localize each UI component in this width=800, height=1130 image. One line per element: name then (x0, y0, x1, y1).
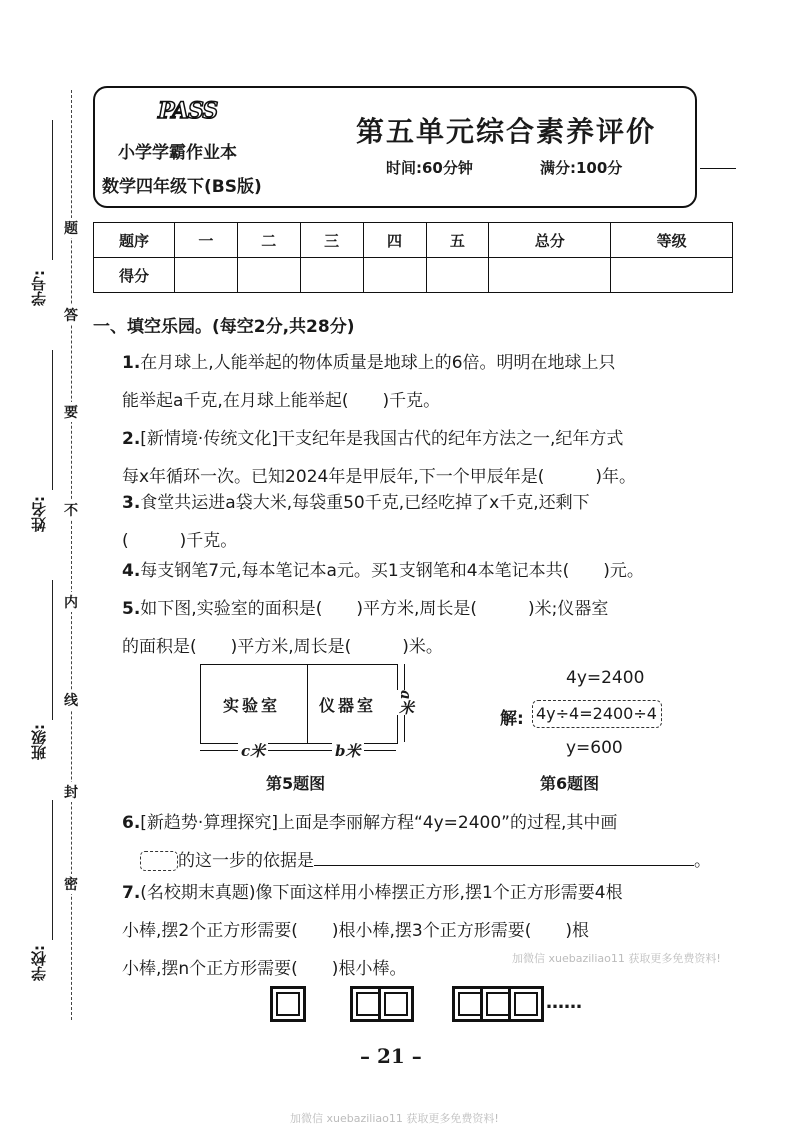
watermark: 加微信 xuebaziliao11 获取更多免费资料! (290, 1112, 499, 1125)
question-number: 5. (122, 599, 141, 619)
solve-label: 解: (500, 709, 524, 729)
seal-char: 密 (62, 874, 80, 894)
question-text: 能举起a千克,在月球上能举起( )千克。 (122, 391, 441, 411)
question-text: 如下图,实验室的面积是( )平方米,周长是( )米;仪器室 (140, 599, 609, 619)
table-header-cell: 题序 (94, 223, 175, 258)
dimension-b: b米 (332, 740, 364, 761)
question-1 (122, 344, 616, 420)
question-3 (122, 484, 590, 560)
section-heading: 一、填空乐园。(每空2分,共28分) (93, 317, 355, 337)
name-blank (52, 350, 53, 490)
table-row (94, 223, 733, 258)
score-cell[interactable] (175, 258, 238, 293)
question-text: 小棒,摆n个正方形需要( )根小棒。 (122, 959, 407, 979)
question-text: 每x年循环一次。已知2024年是甲辰年,下一个甲辰年是( )年。 (122, 467, 636, 487)
room-instrument-label: 仪器室 (319, 696, 377, 715)
table-row (94, 258, 733, 293)
dimension-c: c米 (238, 740, 268, 761)
full-score: 满分:100分 (540, 159, 623, 177)
student-id-blank (52, 120, 53, 260)
page-number: – 21 – (360, 1044, 422, 1068)
figure-5-rectangle (200, 664, 398, 744)
score-cell[interactable] (237, 258, 300, 293)
question-7 (122, 874, 623, 988)
equation-line-2: 4y÷4=2400÷4 (536, 704, 657, 723)
question-text: 在月球上,人能举起的物体质量是地球上的6倍。明明在地球上只 (140, 353, 616, 373)
table-header-cell: 五 (426, 223, 489, 258)
question-6 (122, 804, 711, 880)
seal-char: 线 (62, 690, 80, 710)
question-number: 4. (122, 561, 141, 581)
question-number: 2. (122, 429, 141, 449)
student-id-label: 学号: (30, 270, 48, 306)
page-title: 第五单元综合素养评价 (356, 115, 657, 148)
pass-logo: PASS (158, 98, 218, 124)
figure-6-caption: 第6题图 (540, 774, 600, 793)
score-cell[interactable] (300, 258, 363, 293)
question-number: 3. (122, 493, 141, 513)
figure-5-caption: 第5题图 (266, 774, 326, 793)
brand-name: 小学学霸作业本 (118, 143, 237, 163)
stick-square (270, 986, 306, 1022)
question-text: 小棒,摆2个正方形需要( )根小棒,摆3个正方形需要( )根 (122, 921, 589, 941)
seal-char: 题 (62, 218, 80, 238)
grade-label: 数学四年级下(BS版) (102, 177, 262, 197)
class-label: 班级: (30, 724, 48, 760)
seal-char: 答 (62, 305, 80, 325)
question-text: 每支钢笔7元,每本笔记本a元。买1支钢笔和4本笔记本共( )元。 (140, 561, 644, 581)
score-table (93, 222, 733, 293)
question-5 (122, 590, 608, 666)
table-header-cell: 一 (175, 223, 238, 258)
question-text: 。 (694, 851, 711, 871)
score-cell[interactable] (363, 258, 426, 293)
watermark: 加微信 xuebaziliao11 获取更多免费资料! (512, 952, 721, 965)
score-cell[interactable] (611, 258, 733, 293)
seal-char: 要 (62, 402, 80, 422)
time-limit: 时间:60分钟 (386, 159, 473, 177)
dashed-box-marker (140, 851, 178, 871)
table-row-label: 得分 (94, 258, 175, 293)
question-text: (名校期末真题)像下面这样用小棒摆正方形,摆1个正方形需要4根 (140, 883, 623, 903)
table-header-cell: 四 (363, 223, 426, 258)
answer-blank[interactable] (314, 843, 694, 866)
table-header-cell: 等级 (611, 223, 733, 258)
question-text: [新情境·传统文化]干支纪年是我国古代的纪年方法之一,纪年方式 (140, 429, 624, 449)
question-number: 1. (122, 353, 141, 373)
name-label: 姓名: (30, 496, 48, 532)
seal-char: 不 (62, 500, 80, 520)
question-text: 的这一步的依据是 (178, 851, 314, 871)
seal-char: 内 (62, 592, 80, 612)
room-lab-label: 实验室 (223, 696, 281, 715)
question-text: 食堂共运进a袋大米,每袋重50千克,已经吃掉了x千克,还剩下 (140, 493, 590, 513)
question-text: 的面积是( )平方米,周长是( )米。 (122, 637, 443, 657)
score-cell[interactable] (489, 258, 611, 293)
stick-square (378, 986, 414, 1022)
stick-square (508, 986, 544, 1022)
question-text: [新趋势·算理探究]上面是李丽解方程“4y=2400”的过程,其中画 (140, 813, 618, 833)
table-header-cell: 总分 (489, 223, 611, 258)
ellipsis: …… (546, 992, 582, 1013)
school-blank (52, 800, 53, 940)
school-label: 学校: (30, 945, 48, 981)
equation-line-1: 4y=2400 (566, 668, 645, 688)
question-text: ( )千克。 (122, 531, 238, 551)
corner-mark (700, 168, 736, 179)
table-header-cell: 三 (300, 223, 363, 258)
table-header-cell: 二 (237, 223, 300, 258)
dimension-a: a米 (397, 690, 415, 715)
equation-line-3: y=600 (566, 738, 623, 758)
score-cell[interactable] (426, 258, 489, 293)
question-4 (122, 552, 644, 590)
question-number: 6. (122, 813, 141, 833)
class-blank (52, 580, 53, 720)
room-divider (307, 665, 308, 743)
seal-char: 封 (62, 782, 80, 802)
question-number: 7. (122, 883, 141, 903)
